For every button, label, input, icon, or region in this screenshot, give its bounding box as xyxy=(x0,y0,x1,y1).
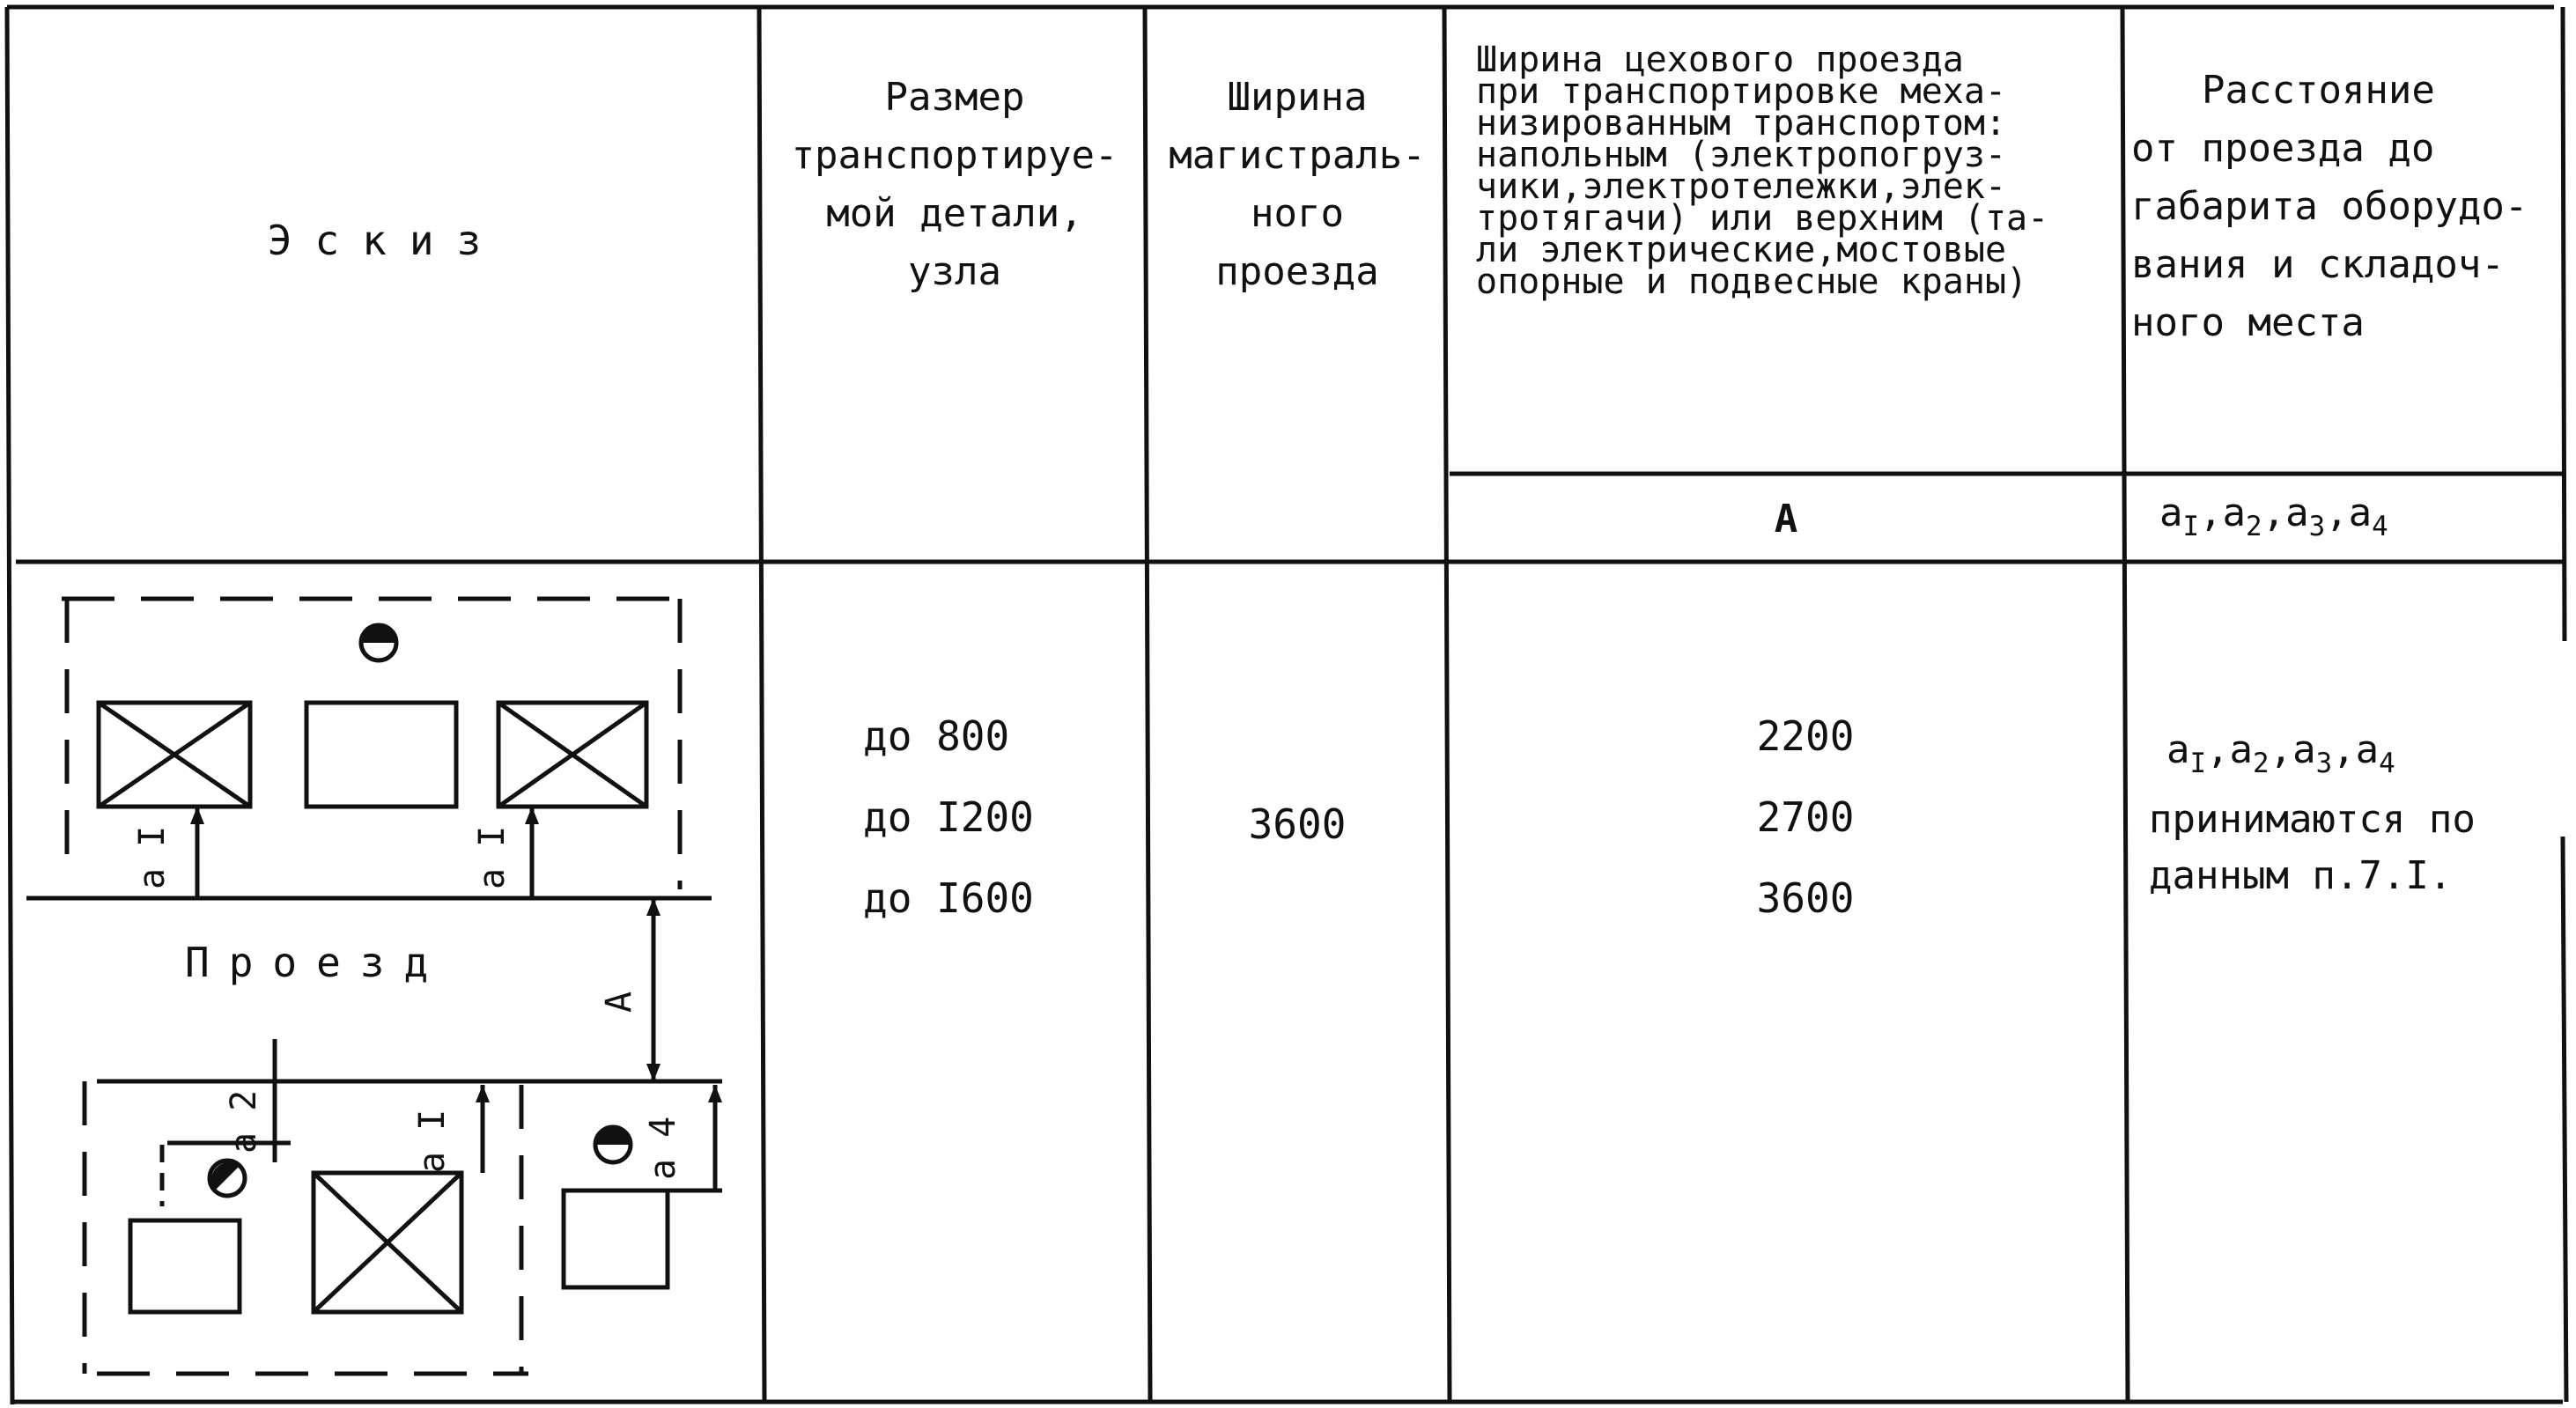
header-main-width-line-1: Ширина xyxy=(1227,75,1368,120)
sketch-dim-a1-left: a I xyxy=(132,825,173,889)
distance-note-line-1: $a_I,a_2,a_3,a_4$ xyxy=(2166,727,2395,779)
shop-width-value-2: 2700 xyxy=(1756,793,1855,841)
size-value-1: до 800 xyxy=(863,712,1010,760)
header-distance-line-5: ного места xyxy=(2131,300,2365,345)
header-main-width-line-4: проезда xyxy=(1215,249,1379,294)
header-sketch-label: Эскиз xyxy=(267,217,505,264)
header-shop-width-line-7: ли электрические,мостовые xyxy=(1476,230,2007,270)
shop-width-value-3: 3600 xyxy=(1756,874,1855,922)
header-shop-width-line-8: опорные и подвесные краны) xyxy=(1476,262,2028,302)
header-shop-width-line-4: напольным (электропогруз- xyxy=(1476,135,2007,175)
cell-part-sizes xyxy=(863,696,1145,942)
distance-note-line-2: принимаются по xyxy=(2149,796,2476,842)
sketch-dim-a4: a 4 xyxy=(643,1116,683,1180)
header-part-size-line-4: узла xyxy=(908,249,1001,294)
header-sketch xyxy=(12,7,759,474)
sketch-dim-a1-lower: a I xyxy=(412,1109,453,1173)
header-main-passage-width xyxy=(1150,35,1444,335)
subheader-a-list-label: $a_I,a_2,a_3,a_4$ xyxy=(2159,490,2388,542)
subheader-A xyxy=(1450,477,2122,562)
header-part-size xyxy=(764,35,1145,335)
header-distance-line-3: габарита оборудо- xyxy=(2131,184,2528,229)
cell-shop-widths xyxy=(1673,696,1938,942)
sketch-passage-label: Проезд xyxy=(185,939,448,986)
header-distance xyxy=(2131,62,2561,379)
main-width-value: 3600 xyxy=(1248,800,1347,848)
header-shop-width-line-2: при транспортировке меха- xyxy=(1476,71,2007,112)
subheader-a-list xyxy=(2128,477,2563,562)
header-shop-width-line-5: чики,электротележки,элек- xyxy=(1476,166,2007,207)
header-shop-width-line-3: низированным транспортом: xyxy=(1476,103,2007,144)
size-value-2: до I200 xyxy=(863,793,1034,841)
distance-note-line-3: данным п.7.I. xyxy=(2149,852,2453,898)
header-distance-line-4: вания и складоч- xyxy=(2131,242,2505,287)
sketch-dim-A: А xyxy=(599,991,639,1013)
cell-main-width xyxy=(1150,784,1444,865)
header-shop-passage-width xyxy=(1476,40,2121,396)
sketch-dim-a1-right: a I xyxy=(472,825,513,889)
header-distance-line-1: Расстояние xyxy=(2202,68,2435,113)
sketch-dim-a2: a 2 xyxy=(224,1089,264,1154)
header-part-size-line-3: мой детали, xyxy=(826,191,1083,236)
header-part-size-line-2: транспортируе- xyxy=(791,133,1118,178)
shop-width-value-1: 2200 xyxy=(1756,712,1855,760)
header-shop-width-line-6: тротягачи) или верхним (та- xyxy=(1476,198,2049,239)
size-value-3: до I600 xyxy=(863,874,1034,922)
cell-distance-note xyxy=(2149,722,2554,898)
header-main-width-line-2: магистраль- xyxy=(1169,133,1426,178)
header-distance-line-2: от проезда до xyxy=(2131,126,2435,171)
header-shop-width-line-1: Ширина цехового проезда xyxy=(1476,40,1964,80)
header-part-size-line-1: Размер xyxy=(884,75,1025,120)
header-main-width-line-3: ного xyxy=(1251,191,1344,236)
subheader-A-label: А xyxy=(1774,497,1798,542)
